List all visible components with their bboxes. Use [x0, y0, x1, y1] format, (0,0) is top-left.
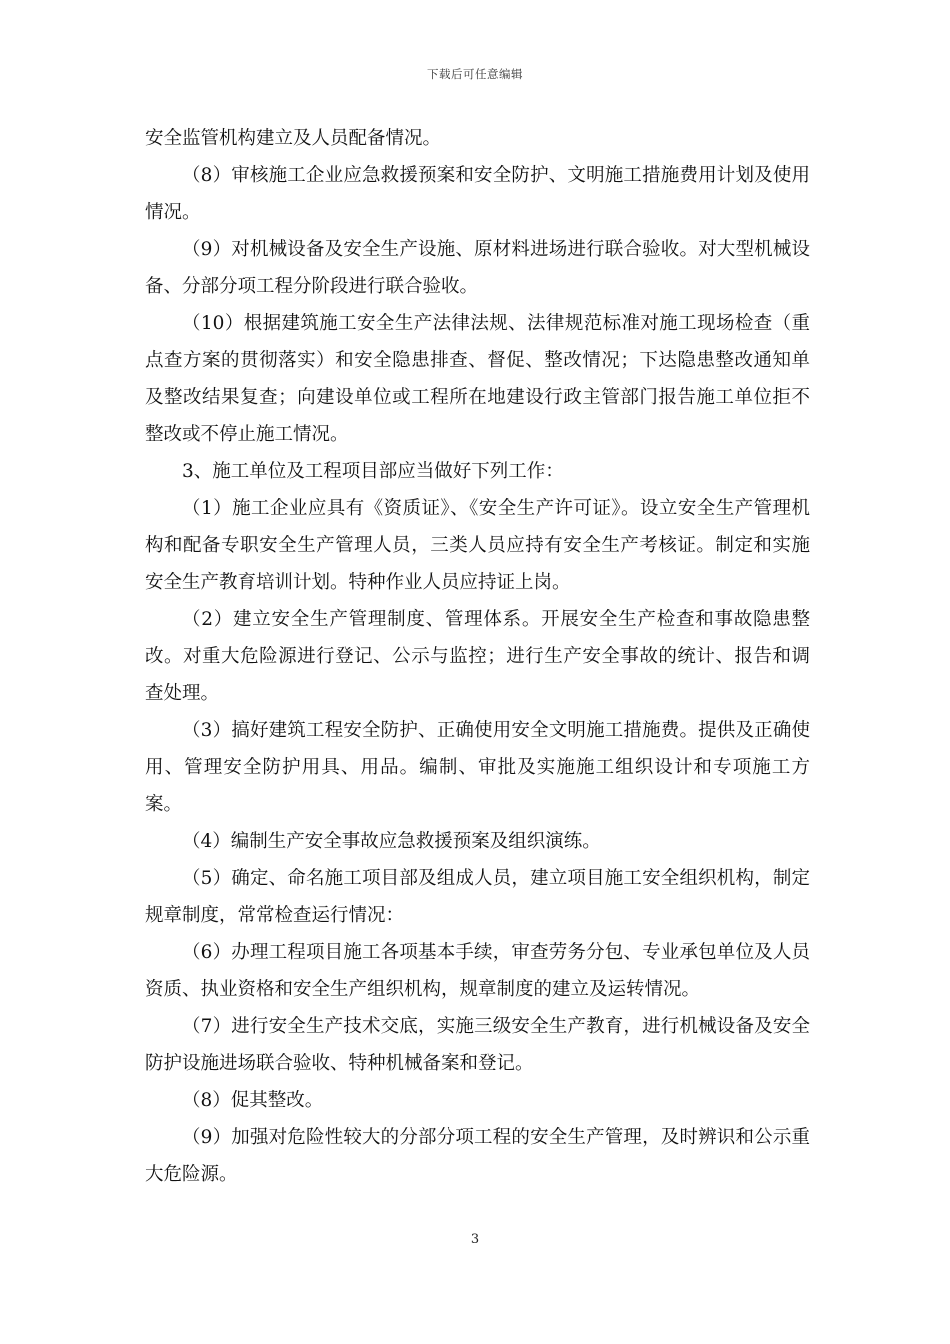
paragraph-item-6: （6）办理工程项目施工各项基本手续，审查劳务分包、专业承包单位及人员资质、执业资格和安全生产组织机构，规章制度的建立及运转情况。	[145, 942, 810, 1000]
paragraph-item-8: （8）审核施工企业应急救援预案和安全防护、文明施工措施费用计划及使用情况。	[145, 165, 810, 223]
paragraph-item-1: （1）施工企业应具有《资质证》、《安全生产许可证》。设立安全生产管理机构和配备专职安全生产管理人员，三类人员应持有安全生产考核证。制定和实施安全生产教育培训计划。特种作业人员应持证上岗。	[145, 498, 810, 593]
paragraph-continuation: 安全监管机构建立及人员配备情况。	[145, 128, 442, 149]
paragraph-item-4: （4）编制生产安全事故应急救援预案及组织演练。	[182, 831, 601, 852]
paragraph-item-5: （5）确定、命名施工项目部及组成人员，建立项目施工安全组织机构，制定规章制度，常常检查运行情况：	[145, 868, 810, 926]
paragraph-item-8b: （8）促其整改。	[182, 1090, 324, 1111]
paragraph-item-7: （7）进行安全生产技术交底，实施三级安全生产教育，进行机械设备及安全防护设施进场联合验收、特种机械备案和登记。	[145, 1016, 810, 1074]
paragraph-item-9: （9）对机械设备及安全生产设施、原材料进场进行联合验收。对大型机械设备、分部分项工程分阶段进行联合验收。	[145, 239, 810, 297]
page-header: 下载后可任意编辑	[427, 67, 523, 81]
paragraph-item-10: （10）根据建筑施工安全生产法律法规、法律规范标准对施工现场检查（重点查方案的贯彻落实）和安全隐患排查、督促、整改情况；下达隐患整改通知单及整改结果复查；向建设单位或工程所在地建设行政主管部门报告施工单位拒不整改或不停止施工情况。	[145, 313, 810, 445]
document-body	[145, 120, 810, 1193]
paragraph-item-9b: （9）加强对危险性较大的分部分项工程的安全生产管理，及时辨识和公示重大危险源。	[145, 1127, 810, 1185]
page-number: 3	[470, 1232, 480, 1247]
paragraph-item-3: （3）搞好建筑工程安全防护、正确使用安全文明施工措施费。提供及正确使用、管理安全防护用具、用品。编制、审批及实施施工组织设计和专项施工方案。	[145, 720, 810, 815]
paragraph-item-2: （2）建立安全生产管理制度、管理体系。开展安全生产检查和事故隐患整改。对重大危险源进行登记、公示与监控；进行生产安全事故的统计、报告和调查处理。	[145, 609, 810, 704]
section-heading-3: 3、施工单位及工程项目部应当做好下列工作：	[182, 461, 564, 482]
